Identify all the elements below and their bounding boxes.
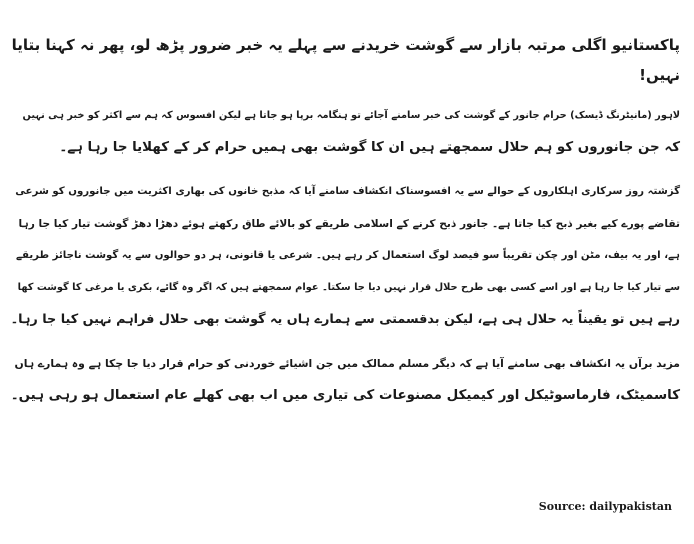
paragraph-2-line-2: تقاضے پورے کیے بغیر ذبح کیا جاتا ہے۔ جانور ذبح کرنے کے اسلامی طریقے کو بالائے طاق رکھتے ہوئے دھڑا دھڑ گوشت تیار کیا جا رہا bbox=[18, 218, 680, 230]
news-article bbox=[10, 30, 680, 420]
article-headline: پاکستانیو اگلی مرتبہ بازار سے گوشت خریدنے سے پہلے یہ خبر ضرور پڑھ لو، پھر نہ کہنا بتایا نہیں! bbox=[11, 36, 680, 84]
article-source: Source: dailypakistan bbox=[538, 500, 672, 513]
paragraph-2-line-5: رہے ہیں تو یقیناً یہ حلال ہی ہے، لیکن بدقسمتی سے ہمارے ہاں یہ گوشت بھی حلال فراہم نہیں کیا جا رہا۔ bbox=[10, 312, 680, 327]
article-paragraph-3 bbox=[10, 348, 680, 412]
paragraph-2-line-4: سے تیار کیا جا رہا ہے اور اسے کسی بھی طرح حلال قرار نہیں دیا جا سکتا۔ عوام سمجھتے ہیں کہ اگر وہ گائے، بکری یا مرغی کا گوشت کھا bbox=[17, 282, 680, 293]
paragraph-2-line-1: گزشتہ روز سرکاری اہلکاروں کے حوالے سے یہ افسوسناک انکشاف سامنے آیا کہ مذبح خانوں کی بھاری اکثریت میں جانوروں کو شرعی bbox=[15, 186, 680, 197]
paragraph-1-line-1: لاہور (مانیٹرنگ ڈیسک) حرام جانور کے گوشت کی خبر سامنے آجائے تو ہنگامہ برپا ہو جاتا ہے لیکن افسوس کہ ہم سے اکثر کو خبر ہی نہیں bbox=[22, 110, 680, 121]
paragraph-3-line-1: مزید برآں یہ انکشاف بھی سامنے آیا ہے کہ دیگر مسلم ممالک میں جن اشیائے خوردنی کو حرام قرار دیا جا چکا ہے وہ ہمارے ہاں bbox=[14, 357, 680, 370]
paragraph-3-line-2: کاسمیٹک، فارماسوٹیکل اور کیمیکل مصنوعات کی تیاری میں اب بھی کھلے عام استعمال ہو رہی ہیں۔ bbox=[10, 388, 680, 403]
article-paragraph-1 bbox=[10, 100, 680, 164]
article-paragraph-2 bbox=[10, 176, 680, 336]
paragraph-1-line-2: کہ جن جانوروں کو ہم حلال سمجھتے ہیں ان کا گوشت بھی ہمیں حرام کر کے کھلایا جا رہا ہے۔ bbox=[59, 140, 680, 155]
paragraph-2-line-3: ہے، اور یہ بیف، مٹن اور چکن تقریباً سو فیصد لوگ استعمال کر رہے ہیں۔ شرعی یا قانونی، ہر دو حوالوں سے یہ گوشت ناجائز طریقے bbox=[16, 250, 680, 261]
